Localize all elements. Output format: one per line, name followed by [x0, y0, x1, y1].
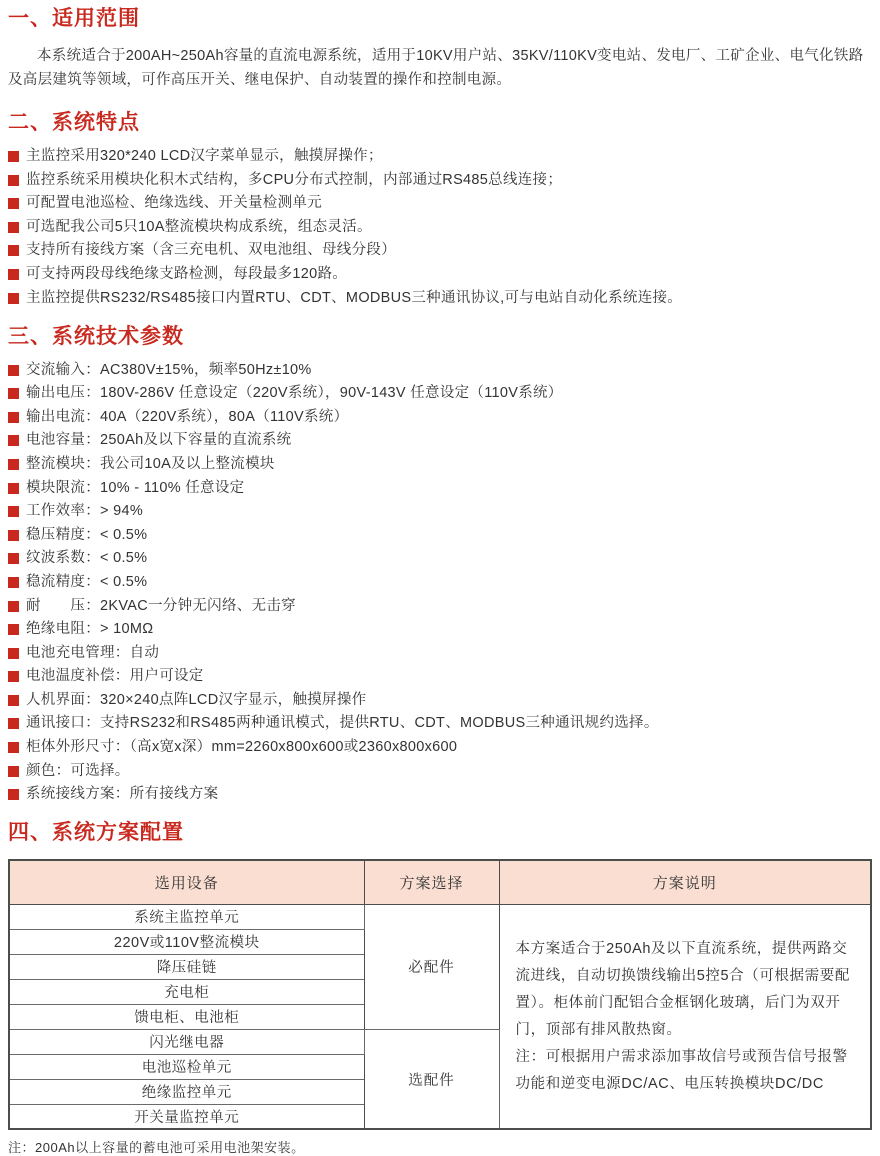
parameters-title: 三、系统技术参数 [8, 324, 184, 348]
bullet-square-icon [8, 222, 19, 233]
parameter-item [8, 669, 870, 684]
table-footnote: 注：200Ah以上容量的蓄电池可采用电池架安装。 [8, 1140, 305, 1156]
parameter-item-text: 纹波系数：< 0.5% [26, 550, 148, 567]
bullet-square-icon [8, 648, 19, 659]
parameter-item-text: 电池容量：250Ah及以下容量的直流系统 [26, 432, 292, 449]
parameter-item [8, 481, 870, 496]
parameter-item-text: 整流模块：我公司10A及以上整流模块 [26, 455, 275, 472]
scope-title: 一、适用范围 [8, 7, 140, 30]
bullet-square-icon [8, 553, 19, 564]
bullet-square-icon [8, 506, 19, 517]
bullet-square-icon [8, 766, 19, 777]
col-header-selection: 方案选择 [364, 860, 499, 904]
scope-paragraph: 本系统适合于200AH~250Ah容量的直流电源系统，适用于10KV用户站、35KV/110KV变电站、发电厂、工矿企业、电气化铁路及高层建筑等领域，可作高压开关、继电保护、自动装置的操作和控制电源。 [8, 48, 864, 88]
bullet-square-icon [8, 245, 19, 256]
feature-item [8, 149, 870, 164]
bullet-square-icon [8, 198, 19, 209]
parameter-item-text: 耐 压：2KVAC一分钟无闪络、无击穿 [26, 597, 296, 614]
description-paragraph: 注：可根据用户需求添加事故信号或预告信号报警功能和逆变电源DC/AC、电压转换模块DC/DC [515, 1048, 848, 1092]
parameter-item [8, 599, 870, 614]
parameter-item [8, 575, 870, 590]
parameter-item [8, 457, 870, 472]
bullet-square-icon [8, 718, 19, 729]
parameter-item [8, 622, 870, 637]
parameter-item-text: 输出电压：180V-286V 任意设定（220V系统），90V-143V 任意设定（110V系统） [26, 385, 563, 402]
parameter-item [8, 363, 870, 378]
parameter-item-text: 稳压精度：< 0.5% [26, 526, 148, 543]
parameter-item-text: 绝缘电阻：> 10MΩ [26, 621, 154, 638]
parameter-item [8, 410, 870, 425]
description-paragraph: 本方案适合于250Ah及以下直流系统，提供两路交流进线，自动切换馈线输出5控5合（可根据需要配置）。柜体前门配铝合金框钢化玻璃，后门为双开门，顶部有排风散热窗。 [515, 940, 850, 1038]
parameter-item [8, 386, 870, 401]
feature-item-text: 可支持两段母线绝缘支路检测，每段最多120路。 [26, 265, 348, 282]
bullet-square-icon [8, 577, 19, 588]
device-cell: 电池巡检单元 [9, 1054, 364, 1079]
section-parameters [8, 324, 870, 803]
group-optional-cell: 选配件 [364, 1029, 499, 1129]
section-features [8, 110, 870, 306]
bullet-square-icon [8, 483, 19, 494]
parameter-item-text: 电池充电管理：自动 [26, 644, 160, 661]
bullet-square-icon [8, 365, 19, 376]
parameter-item-text: 模块限流：10% - 110% 任意设定 [26, 479, 245, 496]
parameter-item-text: 电池温度补偿：用户可设定 [26, 668, 204, 685]
bullet-square-icon [8, 388, 19, 399]
parameter-item [8, 693, 870, 708]
feature-item [8, 196, 870, 211]
bullet-square-icon [8, 601, 19, 612]
feature-item-text: 主监控提供RS232/RS485接口内置RTU、CDT、MODBUS三种通讯协议,可与电站自动化系统连接。 [26, 289, 683, 306]
config-table [8, 859, 872, 1130]
feature-item [8, 173, 870, 188]
feature-item-text: 主监控采用320*240 LCD汉字菜单显示，触摸屏操作； [26, 148, 383, 164]
section-config [8, 820, 870, 1156]
bullet-square-icon [8, 624, 19, 635]
bullet-square-icon [8, 789, 19, 800]
feature-item [8, 220, 870, 235]
parameter-item-text: 颜色：可选择。 [26, 762, 130, 779]
parameter-item-text: 输出电流：40A（220V系统），80A（110V系统） [26, 408, 349, 425]
table-row [9, 904, 871, 929]
bullet-square-icon [8, 412, 19, 423]
group-required-cell: 必配件 [364, 904, 499, 1029]
device-cell: 开关量监控单元 [9, 1104, 364, 1129]
parameters-list [8, 363, 870, 803]
bullet-square-icon [8, 459, 19, 470]
parameter-item-text: 系统接线方案：所有接线方案 [26, 786, 219, 803]
description-cell [499, 904, 871, 1129]
parameter-item [8, 433, 870, 448]
parameter-item [8, 740, 870, 755]
parameter-item [8, 716, 870, 731]
bullet-square-icon [8, 293, 19, 304]
section-scope [8, 6, 870, 92]
feature-item-text: 监控系统采用模块化积木式结构，多CPU分布式控制，内部通过RS485总线连接； [26, 171, 563, 188]
parameter-item-text: 稳流精度：< 0.5% [26, 573, 148, 590]
device-cell: 充电柜 [9, 979, 364, 1004]
device-cell: 系统主监控单元 [9, 904, 364, 929]
parameter-item-text: 柜体外形尺寸：（高x宽x深）mm=2260x800x600或2360x800x600 [26, 739, 458, 756]
feature-item-text: 可配置电池巡检、绝缘选线、开关量检测单元 [26, 195, 322, 212]
bullet-square-icon [8, 671, 19, 682]
device-cell: 降压硅链 [9, 954, 364, 979]
feature-item [8, 267, 870, 282]
bullet-square-icon [8, 742, 19, 753]
feature-item [8, 291, 870, 306]
feature-item [8, 243, 870, 258]
bullet-square-icon [8, 530, 19, 541]
config-title: 四、系统方案配置 [8, 821, 184, 845]
parameter-item-text: 人机界面：320×240点阵LCD汉字显示，触摸屏操作 [26, 691, 367, 708]
parameter-item [8, 504, 870, 519]
bullet-square-icon [8, 151, 19, 162]
table-header-row [9, 860, 871, 904]
bullet-square-icon [8, 695, 19, 706]
parameter-item [8, 528, 870, 543]
device-cell: 馈电柜、电池柜 [9, 1004, 364, 1029]
parameter-item-text: 工作效率：> 94% [26, 503, 144, 520]
feature-item-text: 可选配我公司5只10A整流模块构成系统，组态灵活。 [26, 218, 372, 235]
features-list [8, 149, 870, 306]
feature-item-text: 支持所有接线方案（含三充电机、双电池组、母线分段） [26, 242, 396, 259]
device-cell: 闪光继电器 [9, 1029, 364, 1054]
device-cell: 220V或110V整流模块 [9, 929, 364, 954]
parameter-item [8, 646, 870, 661]
parameter-item-text: 交流输入：AC380V±15%，频率50Hz±10% [26, 361, 312, 378]
parameter-item [8, 551, 870, 566]
parameter-item-text: 通讯接口：支持RS232和RS485两种通讯模式，提供RTU、CDT、MODBUS三种通讯规约选择。 [26, 715, 659, 732]
bullet-square-icon [8, 175, 19, 186]
bullet-square-icon [8, 269, 19, 280]
parameter-item [8, 764, 870, 779]
col-header-devices: 选用设备 [9, 860, 364, 904]
parameter-item [8, 787, 870, 802]
col-header-description: 方案说明 [499, 860, 871, 904]
features-title: 二、系统特点 [8, 111, 140, 134]
bullet-square-icon [8, 435, 19, 446]
device-cell: 绝缘监控单元 [9, 1079, 364, 1104]
